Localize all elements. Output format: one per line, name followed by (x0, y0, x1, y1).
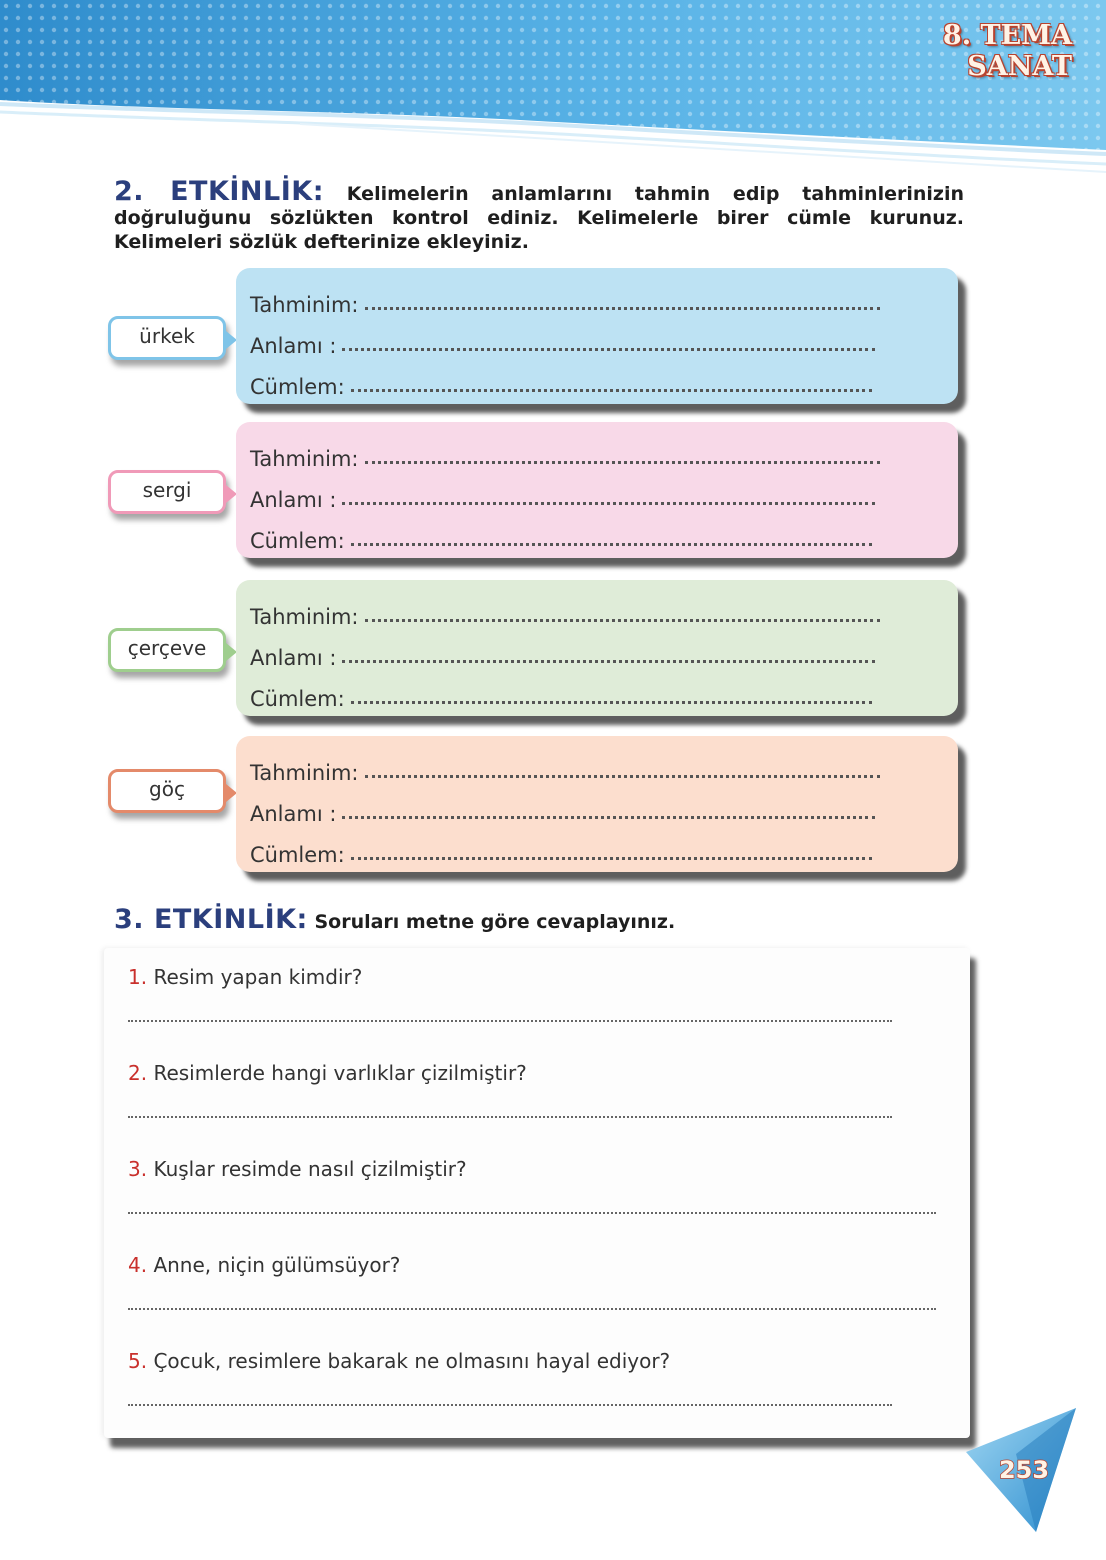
sentence-label: Cümlem: (250, 529, 345, 553)
meaning-label: Anlamı : (250, 802, 337, 826)
activity2-title: 2. ETKİNLİK: (114, 176, 325, 207)
question-text: Kuşlar resimde nasıl çizilmiştir? (153, 1157, 467, 1181)
question-item (128, 1250, 946, 1346)
word-row-sergi (104, 422, 964, 562)
activity3-title: 3. ETKİNLİK: (114, 904, 308, 935)
question-text: Anne, niçin gülümsüyor? (153, 1253, 401, 1277)
sentence-line[interactable] (250, 358, 944, 399)
guess-label: Tahminim: (250, 761, 359, 785)
guess-label: Tahminim: (250, 605, 359, 629)
theme-number: 8. TEMA (942, 20, 1072, 51)
question-number: 5. (128, 1349, 148, 1373)
word-card (236, 422, 958, 558)
questions-panel (104, 948, 970, 1438)
question-text: Çocuk, resimlere bakarak ne olmasını hayal ediyor? (153, 1349, 671, 1373)
word-row-goc (104, 736, 964, 876)
meaning-line[interactable] (250, 471, 944, 512)
theme-name: SANAT (967, 51, 1072, 82)
question-number: 4. (128, 1253, 148, 1277)
meaning-label: Anlamı : (250, 646, 337, 670)
sentence-label: Cümlem: (250, 375, 345, 399)
guess-line[interactable] (250, 430, 944, 471)
meaning-label: Anlamı : (250, 488, 337, 512)
sentence-label: Cümlem: (250, 687, 345, 711)
activity2-instruction: Kelimelerin anlamlarını tahmin edip tahminlerinizin doğruluğunu sözlükten kontrol ediniz. Kelimelerle birer cümle kurunuz. Kelimeleri sözlük defterinize ekleyiniz. (114, 183, 964, 253)
word-card (236, 736, 958, 872)
meaning-line[interactable] (250, 629, 944, 670)
answer-line[interactable] (128, 1212, 936, 1214)
question-item (128, 1058, 946, 1154)
meaning-line[interactable] (250, 785, 944, 826)
answer-line[interactable] (128, 1116, 892, 1118)
guess-label: Tahminim: (250, 447, 359, 471)
sentence-line[interactable] (250, 512, 944, 553)
question-text: Resim yapan kimdir? (153, 965, 363, 989)
sentence-line[interactable] (250, 670, 944, 711)
sentence-line[interactable] (250, 826, 944, 867)
guess-line[interactable] (250, 744, 944, 785)
answer-line[interactable] (128, 1020, 892, 1022)
guess-line[interactable] (250, 588, 944, 629)
activity2-heading (114, 176, 964, 254)
meaning-line[interactable] (250, 317, 944, 358)
meaning-label: Anlamı : (250, 334, 337, 358)
activity3-heading (114, 904, 964, 935)
word-tag: sergi (108, 470, 226, 514)
activity3-instruction: Soruları metne göre cevaplayınız. (314, 911, 676, 933)
question-item (128, 962, 946, 1058)
page-number-badge (954, 1406, 1084, 1536)
question-text: Resimlerde hangi varlıklar çizilmiştir? (153, 1061, 527, 1085)
question-item (128, 1346, 946, 1442)
guess-line[interactable] (250, 276, 944, 317)
word-tag: göç (108, 769, 226, 813)
question-number: 2. (128, 1061, 148, 1085)
question-item (128, 1154, 946, 1250)
page-number: 253 (998, 1456, 1050, 1484)
word-card (236, 580, 958, 716)
answer-line[interactable] (128, 1404, 892, 1406)
question-number: 1. (128, 965, 148, 989)
word-row-cerceve (104, 580, 964, 720)
question-number: 3. (128, 1157, 148, 1181)
answer-line[interactable] (128, 1308, 936, 1310)
sentence-label: Cümlem: (250, 843, 345, 867)
word-tag: ürkek (108, 316, 226, 360)
theme-label (943, 20, 1072, 82)
guess-label: Tahminim: (250, 293, 359, 317)
header-wave-band (0, 0, 1106, 175)
word-card (236, 268, 958, 404)
word-tag: çerçeve (108, 628, 226, 672)
word-row-urkek (104, 268, 964, 408)
